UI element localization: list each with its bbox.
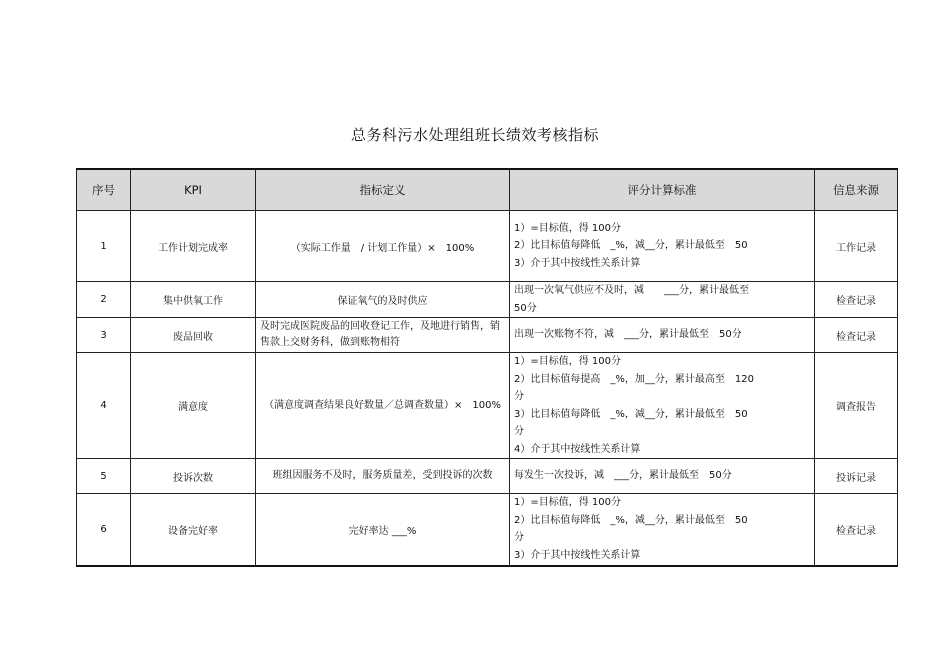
- row-definition: 班组因服务不及时，服务质量差，受到投诉的次数: [256, 459, 510, 494]
- row-source: 检查记录: [815, 494, 898, 566]
- row-criteria: [510, 318, 815, 353]
- row-kpi: 投诉次数: [131, 459, 256, 494]
- criteria-line: 1）=目标值，得 100分: [514, 356, 622, 367]
- row-seq: 5: [77, 459, 131, 494]
- row-criteria: [510, 211, 815, 282]
- header-seq: 序号: [77, 169, 131, 211]
- criteria-line: 3）介于其中按线性关系计算: [514, 549, 641, 561]
- header-definition: 指标定义: [256, 169, 510, 211]
- row-criteria: [510, 353, 815, 459]
- row-kpi: 工作计划完成率: [131, 211, 256, 282]
- row-definition: 保证氧气的及时供应: [256, 282, 510, 318]
- row-source: 检查记录: [815, 282, 898, 318]
- row-definition: 及时完成医院废品的回收登记工作，及地进行销售，销售款上交财务科，做到账物相符: [256, 318, 510, 353]
- row-definition: （满意度调查结果良好数量／总调查数量）× 100%: [256, 353, 510, 459]
- table-row: [77, 353, 898, 459]
- table-row: [77, 211, 898, 282]
- row-criteria: [510, 459, 815, 494]
- criteria-line: 分: [514, 391, 524, 402]
- row-seq: 1: [77, 211, 131, 282]
- row-source: 检查记录: [815, 318, 898, 353]
- criteria-line: 每发生一次投诉，减 ___分，累计最低至 50分: [514, 470, 732, 482]
- row-criteria: [510, 282, 815, 318]
- row-kpi: 废品回收: [131, 318, 256, 353]
- row-definition: 完好率达 ___%: [256, 494, 510, 566]
- criteria-line: 2）比目标值每提高 _%，加__分，累计最高至 120: [514, 373, 754, 385]
- header-kpi: KPI: [131, 169, 256, 211]
- criteria-line: 出现一次账物不符，减 ___分，累计最低至 50分: [514, 329, 742, 341]
- row-kpi: 设备完好率: [131, 494, 256, 566]
- criteria-line: 1）=目标值，得 100分: [514, 497, 622, 509]
- criteria-line: 2）比目标值每降低 _%，减__分，累计最低至 50: [514, 514, 748, 526]
- criteria-line: 1）=目标值，得 100分: [514, 222, 622, 234]
- document-title: 总务科污水处理组班长绩效考核指标: [350, 126, 599, 144]
- table-row: [77, 318, 898, 353]
- row-kpi: 满意度: [131, 353, 256, 459]
- row-criteria: [510, 494, 815, 566]
- header-source: 信息来源: [815, 169, 898, 211]
- criteria-line: 分: [514, 426, 524, 437]
- criteria-line: 分: [514, 532, 524, 544]
- row-seq: 3: [77, 318, 131, 353]
- criteria-line: 3）介于其中按线性关系计算: [514, 257, 641, 269]
- row-definition: （实际工作量 / 计划工作量）× 100%: [256, 211, 510, 282]
- row-seq: 4: [77, 353, 131, 459]
- row-source: 工作记录: [815, 211, 898, 282]
- table-row: [77, 282, 898, 318]
- row-source: 调查报告: [815, 353, 898, 459]
- header-row: [77, 169, 898, 211]
- table-row: [77, 494, 898, 566]
- criteria-line: 3）比目标值每降低 _%，减__分，累计最低至 50: [514, 408, 748, 420]
- criteria-line: 4）介于其中按线性关系计算: [514, 443, 641, 455]
- criteria-line: 50分: [514, 302, 537, 314]
- criteria-line: 2）比目标值每降低 _%，减__分，累计最低至 50: [514, 240, 748, 252]
- row-seq: 2: [77, 282, 131, 318]
- row-kpi: 集中供氧工作: [131, 282, 256, 318]
- table-row: [77, 459, 898, 494]
- kpi-table: [76, 168, 898, 567]
- header-criteria: 评分计算标准: [510, 169, 815, 211]
- row-source: 投诉记录: [815, 459, 898, 494]
- row-seq: 6: [77, 494, 131, 566]
- criteria-line: 出现一次氧气供应不及时，减 ___分，累计最低至: [514, 285, 749, 296]
